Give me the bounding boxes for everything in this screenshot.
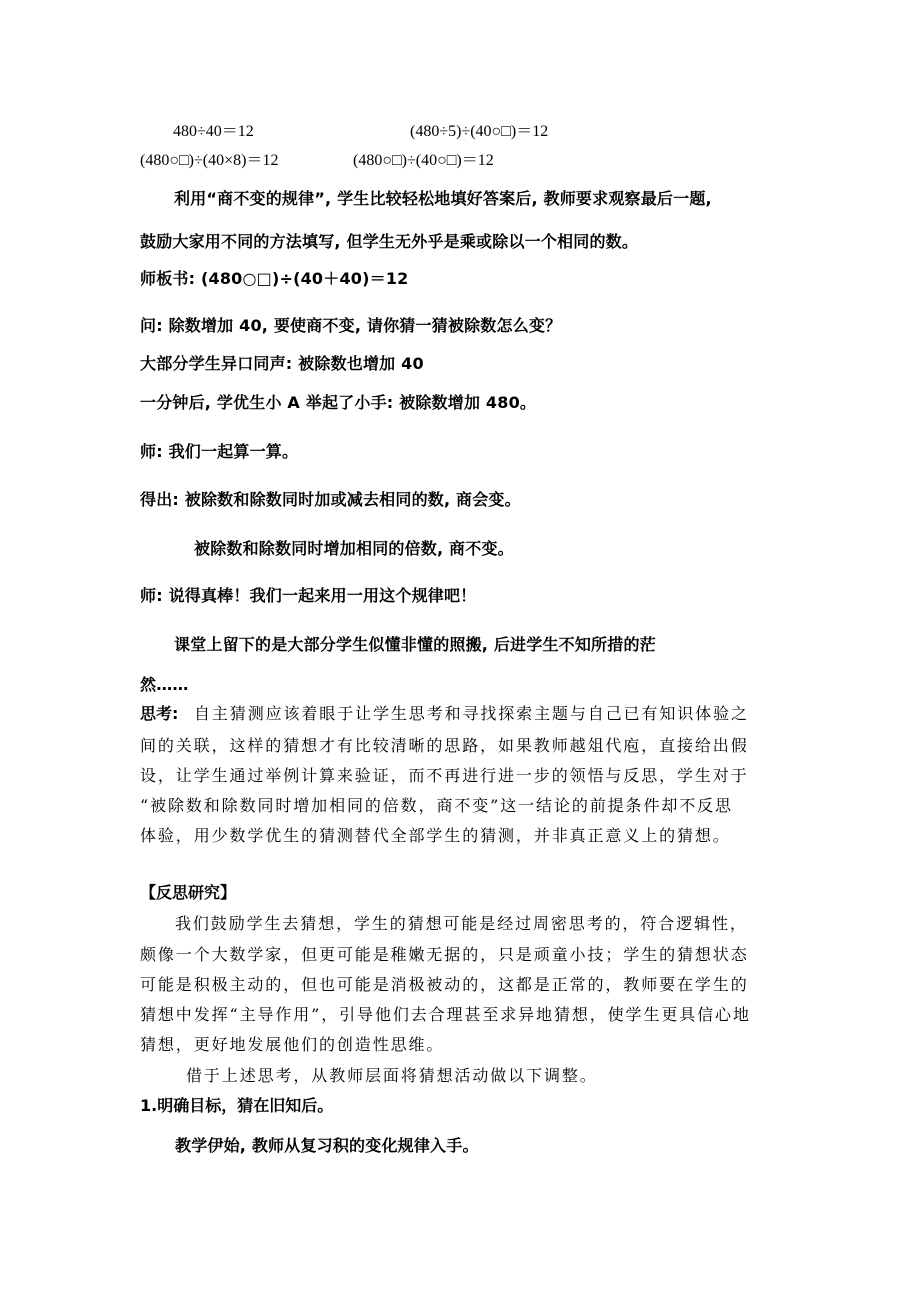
board-writing: 师板书: (480○□)÷(40＋40)＝12 (140, 269, 409, 288)
paragraph-line: 利用“商不变的规律”, 学生比较轻松地填好答案后, 教师要求观察最后一题, (174, 189, 712, 208)
reflection-line: 颇像一个大数学家，但更可能是稚嫩无据的，只是顽童小技；学生的猜想状态 (140, 945, 749, 964)
item-heading: 1.明确目标，猜在旧知后。 (140, 1096, 334, 1115)
equation-row2-right: (480○□)÷(40○□)＝12 (353, 152, 494, 169)
thinking-line: 间的关联，这样的猜想才有比较清晰的思路，如果教师越俎代庖，直接给出假 (140, 736, 749, 755)
result-line: 被除数和除数同时增加相同的倍数, 商不变。 (194, 539, 514, 558)
equation-row1-left: 480÷40＝12 (173, 123, 254, 140)
thinking-label: 思考: (140, 704, 179, 723)
thinking-line: “被除数和除数同时增加相同的倍数，商不变”这一结论的前提条件却不反思 (140, 796, 733, 815)
reflection-line: 可能是积极主动的，但也可能是消极被动的，这都是正常的，教师要在学生的 (140, 975, 749, 994)
question-line: 问: 除数增加 40, 要使商不变, 请你猜一猜被除数怎么变？ (140, 316, 562, 335)
item-text: 教学伊始, 教师从复习积的变化规律入手。 (175, 1136, 479, 1155)
equation-row1-right: (480÷5)÷(40○□)＝12 (410, 123, 549, 140)
result-line: 得出: 被除数和除数同时加或减去相同的数, 商会变。 (140, 490, 521, 509)
equation-row2-left: (480○□)÷(40×8)＝12 (140, 152, 279, 169)
teacher-line: 师: 说得真棒！我们一起来用一用这个规律吧！ (140, 586, 477, 605)
thinking-line: 设，让学生通过举例计算来验证，而不再进行进一步的领悟与反思，学生对于 (140, 766, 749, 785)
classroom-line: 课堂上留下的是大部分学生似懂非懂的照搬, 后进学生不知所措的茫 (174, 635, 656, 654)
reflection-line: 猜想中发挥“主导作用”，引导他们去合理甚至求异地猜想，使学生更具信心地 (140, 1005, 751, 1024)
thinking-line: 体验，用少数学优生的猜测替代全部学生的猜测，并非真正意义上的猜想。 (140, 826, 731, 845)
teacher-line: 师: 我们一起算一算。 (140, 442, 299, 461)
classroom-line: 然…… (140, 675, 189, 694)
reflection-line: 借于上述思考，从教师层面将猜想活动做以下调整。 (186, 1066, 598, 1085)
paragraph-line: 鼓励大家用不同的方法填写, 但学生无外乎是乘或除以一个相同的数。 (140, 232, 639, 251)
thinking-line: 自主猜测应该着眼于让学生思考和寻找探索主题与自己已有知识体验之 (194, 704, 749, 723)
reflection-line: 我们鼓励学生去猜想，学生的猜想可能是经过周密思考的，符合逻辑性， (175, 914, 748, 933)
answer-student-a: 一分钟后, 学优生小 A 举起了小手: 被除数增加 480。 (140, 393, 537, 412)
section-heading: 【反思研究】 (140, 883, 237, 902)
answer-majority: 大部分学生异口同声: 被除数也增加 40 (140, 354, 424, 373)
reflection-line: 猜想，更好地发展他们的创造性思维。 (140, 1035, 445, 1054)
